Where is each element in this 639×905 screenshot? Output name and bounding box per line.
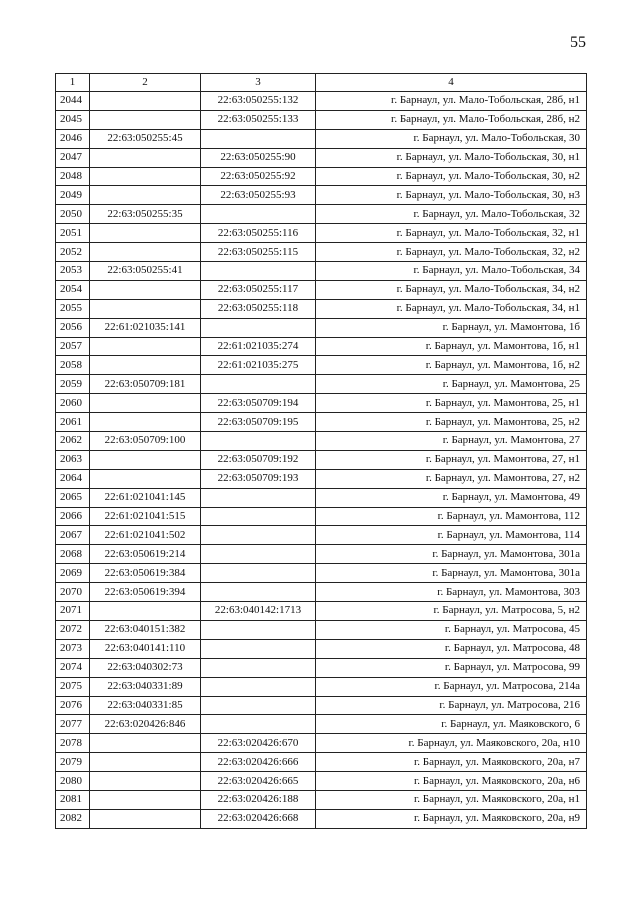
table-row xyxy=(56,469,587,488)
table-row xyxy=(56,205,587,224)
table-row xyxy=(56,658,587,677)
premises-cadastral-cell: 22:63:050255:115 xyxy=(201,243,316,262)
address-cell: г. Барнаул, ул. Матросова, 216 xyxy=(316,696,587,715)
row-number-cell: 2046 xyxy=(56,129,90,148)
row-number-cell: 2063 xyxy=(56,450,90,469)
address-cell: г. Барнаул, ул. Маяковского, 6 xyxy=(316,715,587,734)
building-cadastral-cell xyxy=(90,299,201,318)
building-cadastral-cell xyxy=(90,602,201,621)
building-cadastral-cell xyxy=(90,469,201,488)
building-cadastral-cell: 22:61:021041:502 xyxy=(90,526,201,545)
row-number-cell: 2048 xyxy=(56,167,90,186)
column-header-4: 4 xyxy=(316,74,587,92)
table-row xyxy=(56,356,587,375)
row-number-cell: 2079 xyxy=(56,753,90,772)
table-row xyxy=(56,677,587,696)
premises-cadastral-cell: 22:63:020426:668 xyxy=(201,809,316,828)
address-cell: г. Барнаул, ул. Мало-Тобольская, 32, н2 xyxy=(316,243,587,262)
row-number-cell: 2053 xyxy=(56,262,90,281)
table-row xyxy=(56,602,587,621)
address-cell: г. Барнаул, ул. Мало-Тобольская, 34, н2 xyxy=(316,280,587,299)
address-cell: г. Барнаул, ул. Матросова, 48 xyxy=(316,639,587,658)
row-number-cell: 2058 xyxy=(56,356,90,375)
row-number-cell: 2075 xyxy=(56,677,90,696)
row-number-cell: 2073 xyxy=(56,639,90,658)
building-cadastral-cell: 22:63:050619:384 xyxy=(90,564,201,583)
building-cadastral-cell xyxy=(90,186,201,205)
premises-cadastral-cell xyxy=(201,432,316,451)
row-number-cell: 2049 xyxy=(56,186,90,205)
premises-cadastral-cell xyxy=(201,564,316,583)
premises-cadastral-cell: 22:63:050255:116 xyxy=(201,224,316,243)
row-number-cell: 2055 xyxy=(56,299,90,318)
premises-cadastral-cell xyxy=(201,375,316,394)
row-number-cell: 2047 xyxy=(56,148,90,167)
building-cadastral-cell xyxy=(90,356,201,375)
row-number-cell: 2060 xyxy=(56,394,90,413)
address-cell: г. Барнаул, ул. Мало-Тобольская, 28б, н2 xyxy=(316,110,587,129)
address-cell: г. Барнаул, ул. Мамонтова, 114 xyxy=(316,526,587,545)
table-row xyxy=(56,488,587,507)
building-cadastral-cell: 22:63:050255:41 xyxy=(90,262,201,281)
row-number-cell: 2080 xyxy=(56,772,90,791)
row-number-cell: 2065 xyxy=(56,488,90,507)
column-header-1: 1 xyxy=(56,74,90,92)
building-cadastral-cell xyxy=(90,753,201,772)
table-row xyxy=(56,432,587,451)
address-cell: г. Барнаул, ул. Матросова, 99 xyxy=(316,658,587,677)
table-row xyxy=(56,318,587,337)
address-cell: г. Барнаул, ул. Маяковского, 20а, н1 xyxy=(316,790,587,809)
column-header-2: 2 xyxy=(90,74,201,92)
table-row xyxy=(56,507,587,526)
building-cadastral-cell: 22:63:050709:100 xyxy=(90,432,201,451)
table-row xyxy=(56,413,587,432)
building-cadastral-cell: 22:63:050255:35 xyxy=(90,205,201,224)
address-cell: г. Барнаул, ул. Маяковского, 20а, н7 xyxy=(316,753,587,772)
building-cadastral-cell: 22:63:050619:394 xyxy=(90,583,201,602)
row-number-cell: 2045 xyxy=(56,110,90,129)
address-cell: г. Барнаул, ул. Мало-Тобольская, 32, н1 xyxy=(316,224,587,243)
table-row xyxy=(56,110,587,129)
building-cadastral-cell: 22:63:040141:110 xyxy=(90,639,201,658)
premises-cadastral-cell: 22:63:050709:192 xyxy=(201,450,316,469)
building-cadastral-cell: 22:63:040151:382 xyxy=(90,620,201,639)
premises-cadastral-cell xyxy=(201,658,316,677)
premises-cadastral-cell: 22:63:050255:133 xyxy=(201,110,316,129)
address-cell: г. Барнаул, ул. Матросова, 45 xyxy=(316,620,587,639)
row-number-cell: 2078 xyxy=(56,734,90,753)
address-cell: г. Барнаул, ул. Мало-Тобольская, 30 xyxy=(316,129,587,148)
table-row xyxy=(56,715,587,734)
row-number-cell: 2054 xyxy=(56,280,90,299)
row-number-cell: 2082 xyxy=(56,809,90,828)
building-cadastral-cell: 22:63:050709:181 xyxy=(90,375,201,394)
row-number-cell: 2076 xyxy=(56,696,90,715)
premises-cadastral-cell: 22:63:050255:132 xyxy=(201,92,316,111)
table-row xyxy=(56,92,587,111)
table-row xyxy=(56,148,587,167)
address-cell: г. Барнаул, ул. Мало-Тобольская, 28б, н1 xyxy=(316,92,587,111)
address-cell: г. Барнаул, ул. Матросова, 214а xyxy=(316,677,587,696)
building-cadastral-cell: 22:63:040302:73 xyxy=(90,658,201,677)
premises-cadastral-cell xyxy=(201,677,316,696)
building-cadastral-cell xyxy=(90,280,201,299)
table-row xyxy=(56,772,587,791)
building-cadastral-cell: 22:61:021035:141 xyxy=(90,318,201,337)
table-row xyxy=(56,299,587,318)
premises-cadastral-cell xyxy=(201,639,316,658)
building-cadastral-cell xyxy=(90,394,201,413)
table-row xyxy=(56,790,587,809)
building-cadastral-cell: 22:61:021041:515 xyxy=(90,507,201,526)
building-cadastral-cell xyxy=(90,148,201,167)
address-cell: г. Барнаул, ул. Маяковского, 20а, н9 xyxy=(316,809,587,828)
table-row xyxy=(56,809,587,828)
row-number-cell: 2057 xyxy=(56,337,90,356)
address-cell: г. Барнаул, ул. Мало-Тобольская, 30, н3 xyxy=(316,186,587,205)
premises-cadastral-cell: 22:63:050709:194 xyxy=(201,394,316,413)
building-cadastral-cell xyxy=(90,110,201,129)
table-row xyxy=(56,526,587,545)
table-row xyxy=(56,280,587,299)
address-cell: г. Барнаул, ул. Маяковского, 20а, н6 xyxy=(316,772,587,791)
table-row xyxy=(56,639,587,658)
building-cadastral-cell xyxy=(90,337,201,356)
table-row xyxy=(56,734,587,753)
premises-cadastral-cell: 22:63:020426:666 xyxy=(201,753,316,772)
address-cell: г. Барнаул, ул. Мало-Тобольская, 30, н2 xyxy=(316,167,587,186)
row-number-cell: 2056 xyxy=(56,318,90,337)
premises-cadastral-cell: 22:63:040142:1713 xyxy=(201,602,316,621)
building-cadastral-cell xyxy=(90,413,201,432)
building-cadastral-cell: 22:63:040331:85 xyxy=(90,696,201,715)
address-cell: г. Барнаул, ул. Мамонтова, 25 xyxy=(316,375,587,394)
premises-cadastral-cell: 22:61:021035:275 xyxy=(201,356,316,375)
row-number-cell: 2066 xyxy=(56,507,90,526)
address-cell: г. Барнаул, ул. Мало-Тобольская, 30, н1 xyxy=(316,148,587,167)
address-cell: г. Барнаул, ул. Мамонтова, 25, н2 xyxy=(316,413,587,432)
address-cell: г. Барнаул, ул. Мамонтова, 27, н2 xyxy=(316,469,587,488)
row-number-cell: 2068 xyxy=(56,545,90,564)
address-cell: г. Барнаул, ул. Мамонтова, 301а xyxy=(316,545,587,564)
building-cadastral-cell xyxy=(90,167,201,186)
table-row xyxy=(56,620,587,639)
row-number-cell: 2072 xyxy=(56,620,90,639)
row-number-cell: 2081 xyxy=(56,790,90,809)
table-row xyxy=(56,337,587,356)
address-cell: г. Барнаул, ул. Мамонтова, 25, н1 xyxy=(316,394,587,413)
building-cadastral-cell xyxy=(90,772,201,791)
row-number-cell: 2074 xyxy=(56,658,90,677)
address-cell: г. Барнаул, ул. Мало-Тобольская, 34 xyxy=(316,262,587,281)
row-number-cell: 2050 xyxy=(56,205,90,224)
premises-cadastral-cell xyxy=(201,526,316,545)
premises-cadastral-cell: 22:63:020426:665 xyxy=(201,772,316,791)
table-row xyxy=(56,167,587,186)
address-cell: г. Барнаул, ул. Мамонтова, 112 xyxy=(316,507,587,526)
table-row xyxy=(56,545,587,564)
premises-cadastral-cell xyxy=(201,318,316,337)
address-cell: г. Барнаул, ул. Мало-Тобольская, 34, н1 xyxy=(316,299,587,318)
premises-cadastral-cell xyxy=(201,488,316,507)
building-cadastral-cell: 22:61:021041:145 xyxy=(90,488,201,507)
premises-cadastral-cell: 22:63:020426:188 xyxy=(201,790,316,809)
building-cadastral-cell xyxy=(90,809,201,828)
page-number: 55 xyxy=(570,34,586,51)
row-number-cell: 2069 xyxy=(56,564,90,583)
row-number-cell: 2062 xyxy=(56,432,90,451)
premises-cadastral-cell xyxy=(201,583,316,602)
address-cell: г. Барнаул, ул. Мамонтова, 49 xyxy=(316,488,587,507)
table-row xyxy=(56,583,587,602)
building-cadastral-cell: 22:63:050255:45 xyxy=(90,129,201,148)
premises-cadastral-cell xyxy=(201,620,316,639)
building-cadastral-cell xyxy=(90,734,201,753)
address-cell: г. Барнаул, ул. Мамонтова, 27 xyxy=(316,432,587,451)
row-number-cell: 2044 xyxy=(56,92,90,111)
building-cadastral-cell: 22:63:020426:846 xyxy=(90,715,201,734)
premises-cadastral-cell xyxy=(201,262,316,281)
premises-cadastral-cell: 22:63:050255:92 xyxy=(201,167,316,186)
table-row xyxy=(56,375,587,394)
table-row xyxy=(56,394,587,413)
table-row xyxy=(56,243,587,262)
premises-cadastral-cell xyxy=(201,696,316,715)
building-cadastral-cell: 22:63:040331:89 xyxy=(90,677,201,696)
table-row xyxy=(56,564,587,583)
premises-cadastral-cell xyxy=(201,205,316,224)
table-row xyxy=(56,696,587,715)
premises-cadastral-cell: 22:63:050255:118 xyxy=(201,299,316,318)
premises-cadastral-cell: 22:63:020426:670 xyxy=(201,734,316,753)
building-cadastral-cell xyxy=(90,92,201,111)
table-row xyxy=(56,224,587,243)
premises-cadastral-cell: 22:61:021035:274 xyxy=(201,337,316,356)
building-cadastral-cell xyxy=(90,450,201,469)
row-number-cell: 2071 xyxy=(56,602,90,621)
address-cell: г. Барнаул, ул. Мамонтова, 1б xyxy=(316,318,587,337)
premises-cadastral-cell xyxy=(201,545,316,564)
row-number-cell: 2067 xyxy=(56,526,90,545)
address-cell: г. Барнаул, ул. Мамонтова, 303 xyxy=(316,583,587,602)
table-row xyxy=(56,262,587,281)
table-row xyxy=(56,186,587,205)
address-cell: г. Барнаул, ул. Мамонтова, 1б, н2 xyxy=(316,356,587,375)
row-number-cell: 2077 xyxy=(56,715,90,734)
building-cadastral-cell xyxy=(90,224,201,243)
row-number-cell: 2052 xyxy=(56,243,90,262)
building-cadastral-cell: 22:63:050619:214 xyxy=(90,545,201,564)
address-cell: г. Барнаул, ул. Матросова, 5, н2 xyxy=(316,602,587,621)
premises-cadastral-cell: 22:63:050709:193 xyxy=(201,469,316,488)
address-cell: г. Барнаул, ул. Мамонтова, 1б, н1 xyxy=(316,337,587,356)
building-cadastral-cell xyxy=(90,243,201,262)
premises-cadastral-cell xyxy=(201,715,316,734)
premises-cadastral-cell xyxy=(201,507,316,526)
premises-cadastral-cell: 22:63:050709:195 xyxy=(201,413,316,432)
premises-cadastral-cell: 22:63:050255:90 xyxy=(201,148,316,167)
row-number-cell: 2064 xyxy=(56,469,90,488)
building-cadastral-cell xyxy=(90,790,201,809)
cadastral-table xyxy=(55,73,587,829)
address-cell: г. Барнаул, ул. Мамонтова, 27, н1 xyxy=(316,450,587,469)
row-number-cell: 2051 xyxy=(56,224,90,243)
table-row xyxy=(56,450,587,469)
table-row xyxy=(56,129,587,148)
column-header-3: 3 xyxy=(201,74,316,92)
row-number-cell: 2059 xyxy=(56,375,90,394)
address-cell: г. Барнаул, ул. Мало-Тобольская, 32 xyxy=(316,205,587,224)
table-header-row xyxy=(56,74,587,92)
premises-cadastral-cell xyxy=(201,129,316,148)
premises-cadastral-cell: 22:63:050255:93 xyxy=(201,186,316,205)
row-number-cell: 2061 xyxy=(56,413,90,432)
table-row xyxy=(56,753,587,772)
row-number-cell: 2070 xyxy=(56,583,90,602)
address-cell: г. Барнаул, ул. Мамонтова, 301а xyxy=(316,564,587,583)
address-cell: г. Барнаул, ул. Маяковского, 20а, н10 xyxy=(316,734,587,753)
premises-cadastral-cell: 22:63:050255:117 xyxy=(201,280,316,299)
